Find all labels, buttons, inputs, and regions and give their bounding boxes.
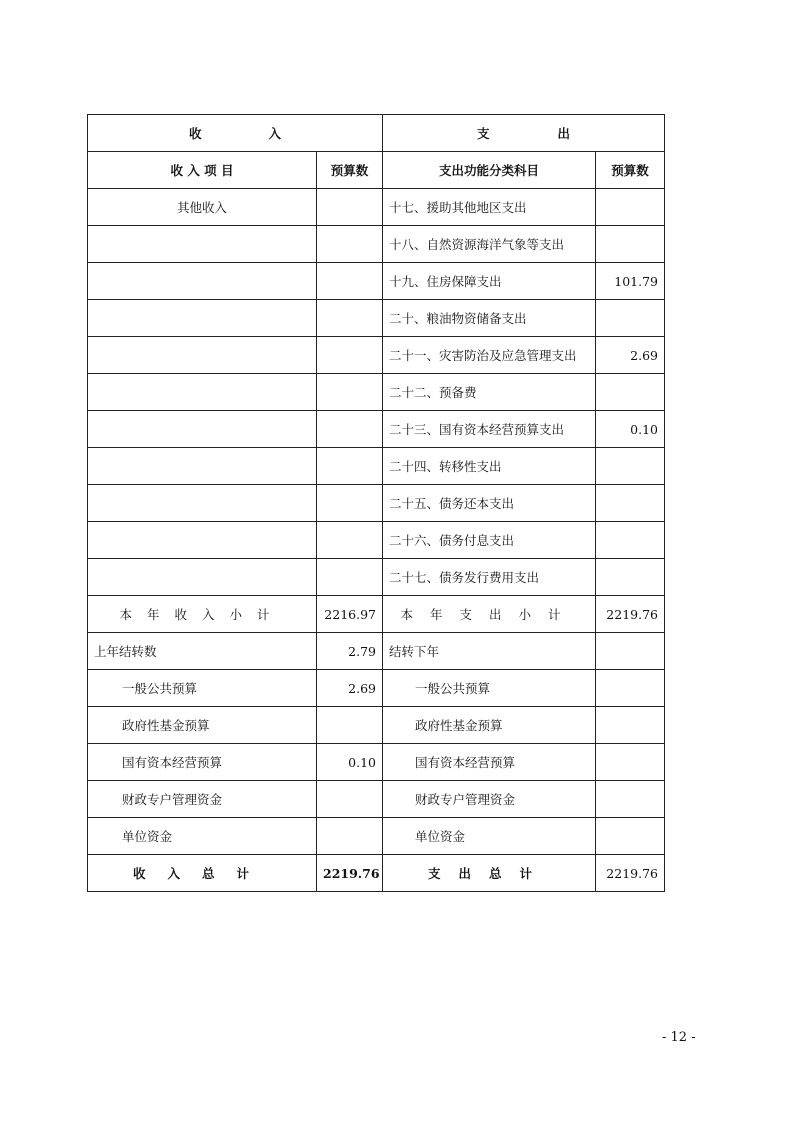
income-value-cell bbox=[317, 559, 383, 596]
income-subtotal-value: 2216.97 bbox=[317, 596, 383, 633]
expense-item-cell: 二十、粮油物资储备支出 bbox=[383, 300, 596, 337]
income-value-cell bbox=[317, 485, 383, 522]
income-item-cell bbox=[88, 337, 317, 374]
income-item-cell: 其他收入 bbox=[88, 189, 317, 226]
expense-subtotal-value: 2219.76 bbox=[596, 596, 665, 633]
income-value-cell bbox=[317, 226, 383, 263]
income-value-cell bbox=[317, 189, 383, 226]
expense-item-cell: 二十六、债务付息支出 bbox=[383, 522, 596, 559]
expense-value-cell bbox=[596, 485, 665, 522]
income-value-cell bbox=[317, 522, 383, 559]
expense-value-cell bbox=[596, 448, 665, 485]
expense-item-cell: 二十一、灾害防治及应急管理支出 bbox=[383, 337, 596, 374]
table-row bbox=[88, 263, 665, 300]
table-row bbox=[88, 485, 665, 522]
expense-carryover-value bbox=[596, 744, 665, 781]
expense-value-cell bbox=[596, 300, 665, 337]
income-item-header: 收 入 项 目 bbox=[88, 152, 317, 189]
column-header-row bbox=[88, 152, 665, 189]
table-row bbox=[88, 337, 665, 374]
expense-value-cell bbox=[596, 226, 665, 263]
income-value-cell bbox=[317, 337, 383, 374]
expense-carryover-value bbox=[596, 633, 665, 670]
income-item-cell bbox=[88, 263, 317, 300]
table-row bbox=[88, 559, 665, 596]
page-number: - 12 - bbox=[662, 1030, 696, 1045]
expense-item-cell: 十九、住房保障支出 bbox=[383, 263, 596, 300]
expense-carryover-label: 财政专户管理资金 bbox=[383, 781, 596, 818]
income-carryover-value bbox=[317, 781, 383, 818]
income-carryover-value: 2.69 bbox=[317, 670, 383, 707]
income-carryover-label: 一般公共预算 bbox=[88, 670, 317, 707]
carryover-row bbox=[88, 707, 665, 744]
income-value-cell bbox=[317, 374, 383, 411]
income-budget-header: 预算数 bbox=[317, 152, 383, 189]
income-section-header bbox=[88, 115, 383, 152]
income-item-cell bbox=[88, 226, 317, 263]
expense-section-char-1: 支 bbox=[477, 126, 490, 141]
expense-value-cell: 2.69 bbox=[596, 337, 665, 374]
budget-table-body bbox=[88, 115, 665, 892]
expense-total-value: 2219.76 bbox=[596, 855, 665, 892]
income-section-char-2: 入 bbox=[268, 126, 281, 141]
income-item-cell bbox=[88, 522, 317, 559]
carryover-row bbox=[88, 818, 665, 855]
expense-section-char-2: 出 bbox=[557, 126, 570, 141]
expense-section-header bbox=[383, 115, 665, 152]
income-carryover-label: 财政专户管理资金 bbox=[88, 781, 317, 818]
income-item-cell bbox=[88, 485, 317, 522]
income-value-cell bbox=[317, 411, 383, 448]
subtotal-row bbox=[88, 596, 665, 633]
income-item-cell bbox=[88, 374, 317, 411]
carryover-row bbox=[88, 744, 665, 781]
expense-item-cell: 二十五、债务还本支出 bbox=[383, 485, 596, 522]
expense-value-cell: 0.10 bbox=[596, 411, 665, 448]
income-value-cell bbox=[317, 300, 383, 337]
expense-carryover-value bbox=[596, 707, 665, 744]
income-carryover-label: 上年结转数 bbox=[88, 633, 317, 670]
expense-value-cell bbox=[596, 522, 665, 559]
income-item-cell bbox=[88, 300, 317, 337]
income-carryover-label: 政府性基金预算 bbox=[88, 707, 317, 744]
income-item-cell bbox=[88, 448, 317, 485]
expense-item-cell: 二十七、债务发行费用支出 bbox=[383, 559, 596, 596]
table-row bbox=[88, 522, 665, 559]
expense-carryover-label: 结转下年 bbox=[383, 633, 596, 670]
expense-carryover-label: 单位资金 bbox=[383, 818, 596, 855]
expense-item-cell: 十八、自然资源海洋气象等支出 bbox=[383, 226, 596, 263]
income-carryover-value: 0.10 bbox=[317, 744, 383, 781]
income-section-char-1: 收 bbox=[189, 126, 202, 141]
income-carryover-label: 单位资金 bbox=[88, 818, 317, 855]
income-carryover-value bbox=[317, 707, 383, 744]
expense-value-cell bbox=[596, 374, 665, 411]
total-row bbox=[88, 855, 665, 892]
expense-item-header: 支出功能分类科目 bbox=[383, 152, 596, 189]
income-value-cell bbox=[317, 263, 383, 300]
expense-carryover-label: 国有资本经营预算 bbox=[383, 744, 596, 781]
expense-value-cell: 101.79 bbox=[596, 263, 665, 300]
expense-value-cell bbox=[596, 189, 665, 226]
expense-item-cell: 二十四、转移性支出 bbox=[383, 448, 596, 485]
expense-item-cell: 十七、援助其他地区支出 bbox=[383, 189, 596, 226]
income-carryover-label: 国有资本经营预算 bbox=[88, 744, 317, 781]
table-row bbox=[88, 374, 665, 411]
income-item-cell bbox=[88, 411, 317, 448]
table-row bbox=[88, 300, 665, 337]
income-total-value: 2219.76 bbox=[317, 855, 383, 892]
expense-carryover-value bbox=[596, 781, 665, 818]
income-subtotal-label: 本年收入小计 bbox=[88, 596, 317, 633]
table-row bbox=[88, 226, 665, 263]
income-carryover-value: 2.79 bbox=[317, 633, 383, 670]
section-header-row bbox=[88, 115, 665, 152]
expense-value-cell bbox=[596, 559, 665, 596]
expense-budget-header: 预算数 bbox=[596, 152, 665, 189]
expense-item-cell: 二十二、预备费 bbox=[383, 374, 596, 411]
carryover-row bbox=[88, 670, 665, 707]
carryover-row bbox=[88, 781, 665, 818]
carryover-row bbox=[88, 633, 665, 670]
income-value-cell bbox=[317, 448, 383, 485]
expense-item-cell: 二十三、国有资本经营预算支出 bbox=[383, 411, 596, 448]
expense-carryover-label: 一般公共预算 bbox=[383, 670, 596, 707]
table-row bbox=[88, 411, 665, 448]
expense-carryover-label: 政府性基金预算 bbox=[383, 707, 596, 744]
income-carryover-value bbox=[317, 818, 383, 855]
expense-total-label: 支出总计 bbox=[383, 855, 596, 892]
expense-carryover-value bbox=[596, 670, 665, 707]
table-row bbox=[88, 189, 665, 226]
income-total-label: 收入总计 bbox=[88, 855, 317, 892]
budget-table bbox=[87, 114, 665, 892]
expense-carryover-value bbox=[596, 818, 665, 855]
expense-subtotal-label: 本年支出小计 bbox=[383, 596, 596, 633]
table-row bbox=[88, 448, 665, 485]
income-item-cell bbox=[88, 559, 317, 596]
